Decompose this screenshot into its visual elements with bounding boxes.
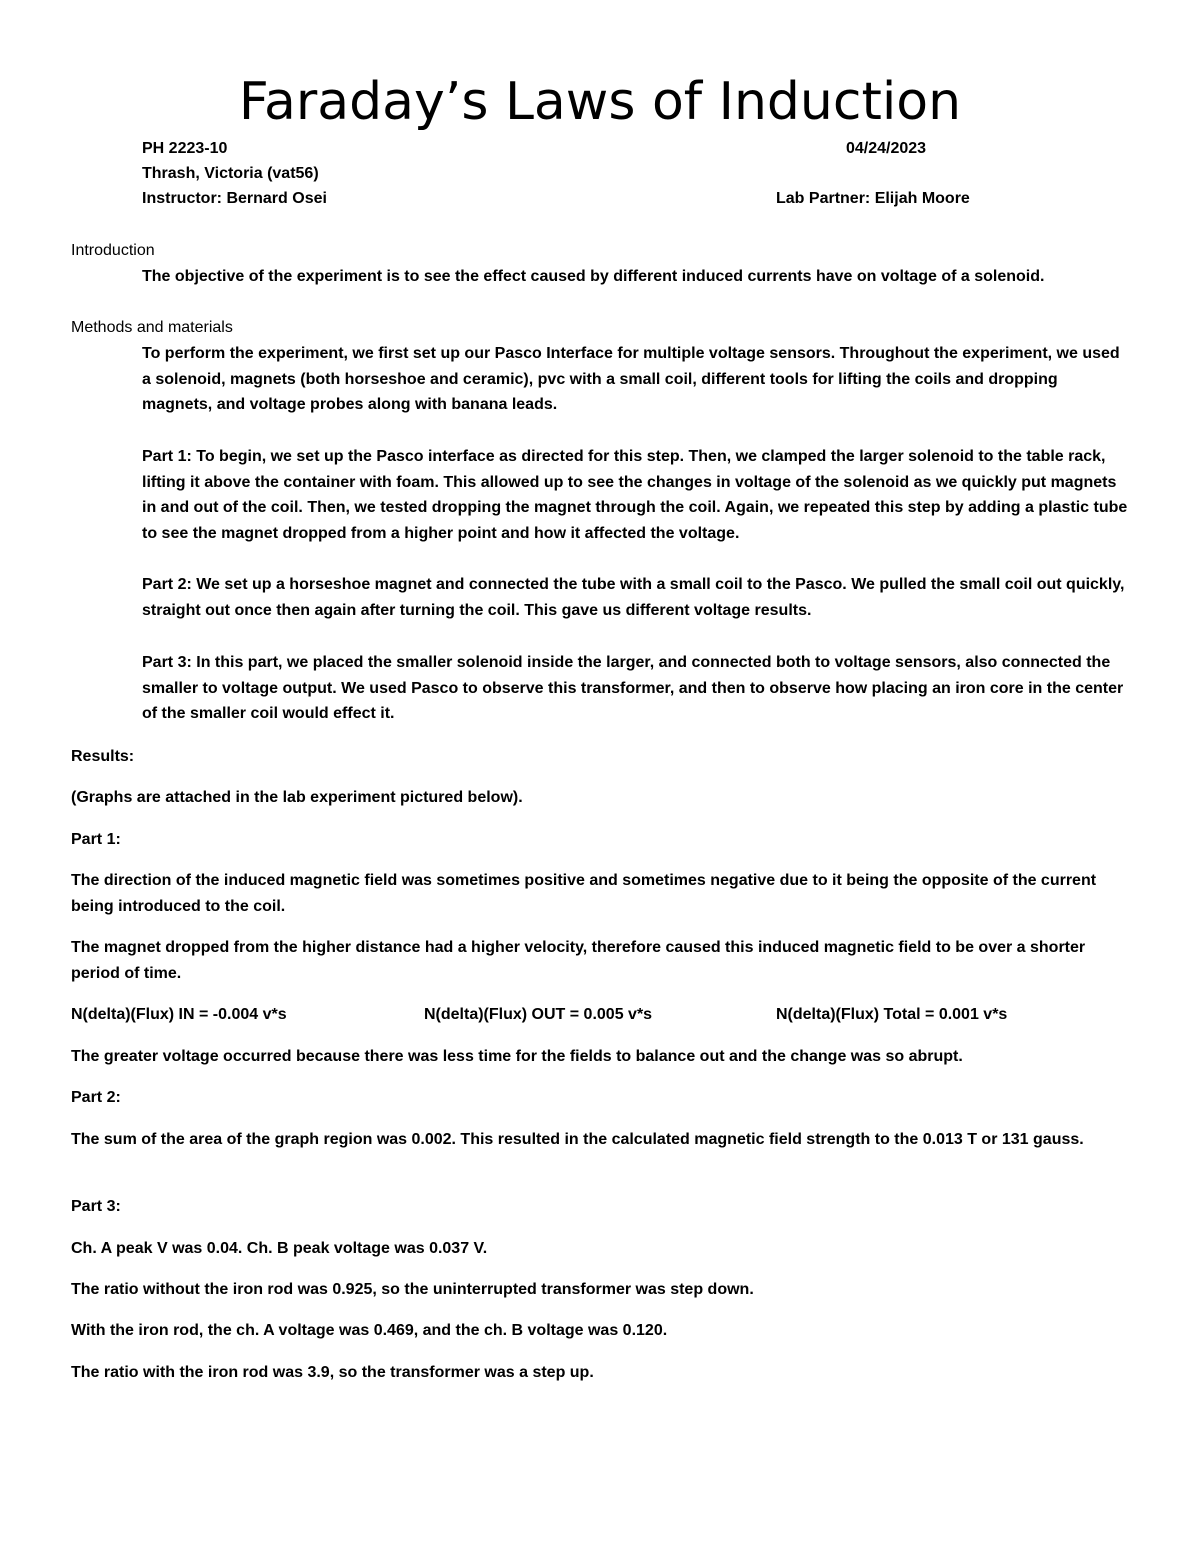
part3-heading: Part 3: bbox=[71, 1198, 121, 1215]
part3-paragraph-2: The ratio without the iron rod was 0.925, so the uninterrupted transformer was step down. bbox=[71, 1281, 754, 1298]
flux-out: N(delta)(Flux) OUT = 0.005 v*s bbox=[424, 1006, 653, 1023]
results-heading: Results: bbox=[71, 748, 135, 765]
part1-paragraph-2: The magnet dropped from the higher distance had a higher velocity, therefore caused this induced magnetic field to be over a shorter period of time. bbox=[71, 939, 1086, 982]
part2-heading: Part 2: bbox=[71, 1089, 121, 1106]
methods-intro: To perform the experiment, we first set up our Pasco Interface for multiple voltage sensors. Throughout the experiment, we used a solenoid, magnets (both horseshoe and ceramic), pvc with a small coil, different tools for lifting the coils and dropping magnets, and voltage probes along with banana leads. bbox=[142, 345, 1120, 414]
student-name: Thrash, Victoria (vat56) bbox=[142, 165, 319, 182]
introduction-heading: Introduction bbox=[71, 242, 155, 259]
part2-paragraph: The sum of the area of the graph region was 0.002. This resulted in the calculated magnetic field strength to the 0.013 T or 131 gauss. bbox=[71, 1131, 1084, 1148]
introduction-text: The objective of the experiment is to see the effect caused by different induced currents have on voltage of a solenoid. bbox=[142, 268, 1045, 285]
methods-part1: Part 1: To begin, we set up the Pasco interface as directed for this step. Then, we clamped the larger solenoid to the table rack, lifting it above the container with foam. This allowed up to see the changes in voltage of the solenoid as we quickly put magnets in and out of the coil. Then, we tested dropping the magnet through the coil. Again, we repeated this step by adding a plastic tube to see the magnet dropped from a higher point and how it affected the voltage. bbox=[142, 448, 1128, 542]
part1-paragraph-1: The direction of the induced magnetic field was sometimes positive and sometimes negative due to it being the opposite of the current being introduced to the coil. bbox=[71, 872, 1097, 915]
methods-part3: Part 3: In this part, we placed the smaller solenoid inside the larger, and connected both to voltage sensors, also connected the smaller to voltage output. We used Pasco to observe this transformer, and then to observe how placing an iron core in the center of the smaller coil would effect it. bbox=[142, 654, 1124, 723]
methods-heading: Methods and materials bbox=[71, 319, 233, 336]
report-date: 04/24/2023 bbox=[846, 140, 927, 157]
flux-in: N(delta)(Flux) IN = -0.004 v*s bbox=[71, 1006, 287, 1023]
methods-part2: Part 2: We set up a horseshoe magnet and connected the tube with a small coil to the Pasco. We pulled the small coil out quickly, straight out once then again after turning the coil. This gave us different voltage results. bbox=[142, 576, 1125, 619]
document-title: Faraday’s Laws of Induction bbox=[238, 72, 962, 132]
part3-paragraph-4: The ratio with the iron rod was 3.9, so the transformer was a step up. bbox=[71, 1364, 594, 1381]
part3-paragraph-3: With the iron rod, the ch. A voltage was 0.469, and the ch. B voltage was 0.120. bbox=[71, 1322, 668, 1339]
results-note: (Graphs are attached in the lab experiment pictured below). bbox=[71, 789, 523, 806]
instructor-name: Instructor: Bernard Osei bbox=[142, 190, 327, 207]
course-code: PH 2223-10 bbox=[142, 140, 228, 157]
part1-heading: Part 1: bbox=[71, 831, 121, 848]
lab-partner: Lab Partner: Elijah Moore bbox=[776, 190, 970, 207]
flux-total: N(delta)(Flux) Total = 0.001 v*s bbox=[776, 1006, 1008, 1023]
part1-paragraph-3: The greater voltage occurred because there was less time for the fields to balance out and the change was so abrupt. bbox=[71, 1048, 963, 1065]
part3-paragraph-1: Ch. A peak V was 0.04. Ch. B peak voltage was 0.037 V. bbox=[71, 1240, 488, 1257]
